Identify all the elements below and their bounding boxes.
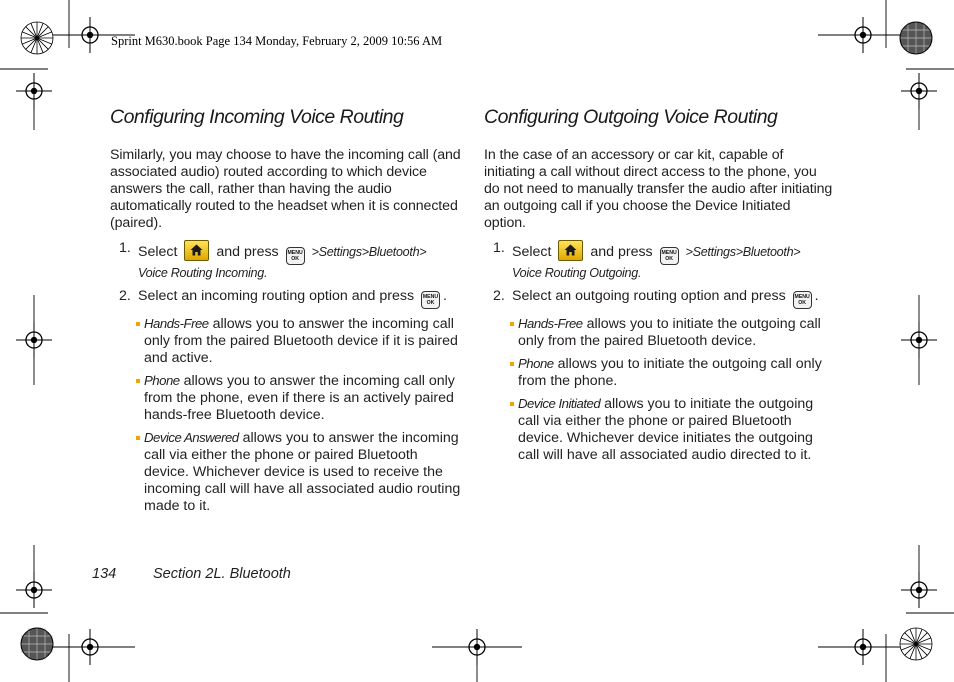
outgoing-options-list — [518, 315, 834, 464]
orange-square-bullet-icon — [510, 322, 514, 326]
orange-square-bullet-icon — [136, 436, 140, 440]
incoming-step-2: 2. Select an incoming routing option and press MENU OK . — [110, 288, 462, 309]
incoming-intro: Similarly, you may choose to have the incoming call (and associated audio) routed according to which device answers the call, rather than having the audio automatically routed to the headset when it is connected (paired). — [110, 147, 461, 231]
menu-path-end: Voice Routing Outgoing. — [512, 266, 642, 280]
page-number: 134 — [92, 566, 117, 582]
menu-ok-key-icon: MENU OK — [660, 247, 679, 265]
outgoing-step-1: 1. Select and press MENU OK >Settings>Bluetooth> Voice Routing Outgoing. — [493, 240, 801, 280]
orange-square-bullet-icon — [510, 402, 514, 406]
list-item: Hands-Free allows you to initiate the outgoing call only from the paired Bluetooth device. — [518, 315, 834, 350]
menu-path: >Settings>Bluetooth> — [311, 245, 427, 259]
incoming-options-list — [144, 315, 462, 515]
menu-ok-key-icon: MENU OK — [793, 291, 812, 309]
incoming-routing-section — [110, 104, 462, 520]
incoming-section-title: Configuring Incoming Voice Routing — [110, 106, 404, 128]
menu-ok-key-icon: MENU OK — [286, 247, 305, 265]
outgoing-routing-section — [484, 104, 834, 469]
menu-path: >Settings>Bluetooth> — [685, 245, 801, 259]
orange-square-bullet-icon — [510, 362, 514, 366]
home-icon — [184, 240, 209, 261]
orange-square-bullet-icon — [136, 379, 140, 383]
list-item: Phone allows you to initiate the outgoing call only from the phone. — [518, 355, 834, 390]
print-header: Sprint M630.book Page 134 Monday, February 2, 2009 10:56 AM — [111, 34, 443, 48]
menu-path-end: Voice Routing Incoming. — [138, 266, 268, 280]
outgoing-step-2: 2. Select an outgoing routing option and press MENU OK . — [484, 288, 834, 309]
menu-ok-key-icon: MENU OK — [421, 291, 440, 309]
list-item: Device Answered allows you to answer the incoming call via either the phone or paired Bluetooth device. Whichever device is used to receive the incoming call will have all associated audio routing made to it. — [144, 429, 462, 515]
list-item: Device Initiated allows you to initiate the outgoing call via either the phone or paired Bluetooth device. Whichever device initiates the outgoing call will have all associated audio directed to it. — [518, 395, 834, 464]
home-icon — [558, 240, 583, 261]
list-item: Phone allows you to answer the incoming call only from the phone, even if there is an actively paired hands-free Bluetooth device. — [144, 372, 462, 424]
section-label: Section 2L. Bluetooth — [153, 566, 291, 582]
outgoing-section-title: Configuring Outgoing Voice Routing — [484, 106, 778, 128]
list-item: Hands-Free allows you to answer the incoming call only from the paired Bluetooth device if it is paired and active. — [144, 315, 462, 367]
orange-square-bullet-icon — [136, 322, 140, 326]
outgoing-intro: In the case of an accessory or car kit, capable of initiating a call without direct access to the phone, you do not need to manually transfer the audio after initiating an outgoing call if you choose the Device Initiated option. — [484, 147, 833, 231]
incoming-step-1: 1. Select and press MENU OK >Settings>Bluetooth> Voice Routing Incoming. — [119, 240, 427, 280]
